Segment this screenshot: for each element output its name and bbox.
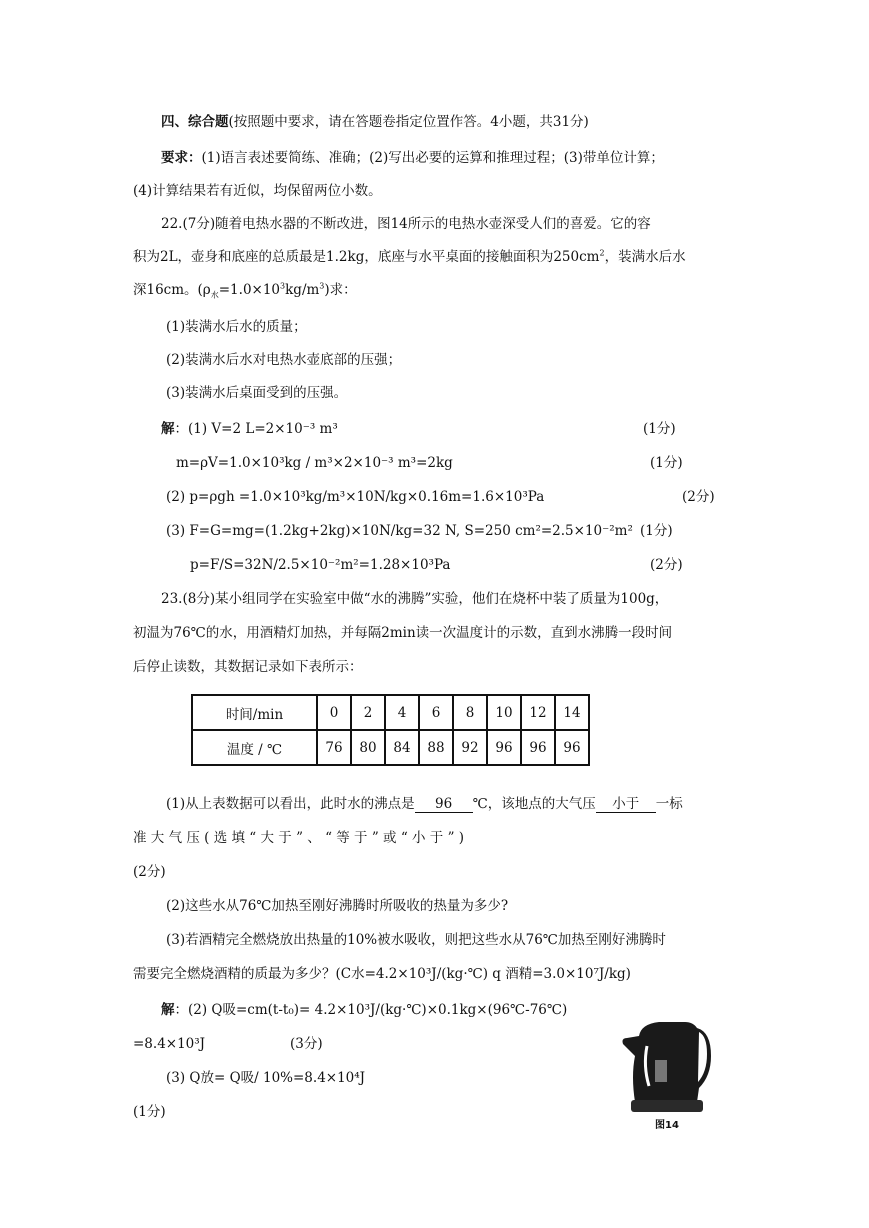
table-cell: 4 <box>385 695 419 730</box>
q22-line-3a: 深16cm。(ρ <box>133 282 211 298</box>
table-cell: 10 <box>487 695 521 730</box>
q23-part-1-line-2: 准 大 气 压 ( 选 填 “ 大 于 ” 、 “ 等 于 ” 或 “ 小 于 ” ) <box>133 830 465 846</box>
q22-solution-2-points: (1分) <box>650 455 683 471</box>
section-heading-line <box>161 113 589 131</box>
q22-line-3-sup2: 3 <box>319 281 325 291</box>
q23-line-2: 初温为76℃的水，用酒精灯加热，并每隔2min读一次温度计的示数，直到水沸腾一段时间 <box>133 625 673 641</box>
requirements-line-2: (4)计算结果若有近似，均保留两位小数。 <box>133 183 382 199</box>
q23-part-2: (2)这些水从76℃加热至刚好沸腾时所吸收的热量为多少? <box>166 898 509 914</box>
q22-solution-label: 解 <box>161 421 175 437</box>
table-cell: 14 <box>555 695 589 730</box>
q23-solution-2b: =8.4×10³J <box>133 1036 206 1052</box>
table-cell: 96 <box>487 730 521 765</box>
q22-sub-1: (1)装满水后水的质量； <box>166 319 307 335</box>
q23-part-1-c: 一标 <box>655 796 683 812</box>
table-row <box>192 730 589 765</box>
table-cell: 92 <box>453 730 487 765</box>
q22-line-3 <box>133 281 357 299</box>
temperature-table <box>191 694 590 766</box>
q22-sub-3: (3)装满水后桌面受到的压强。 <box>166 385 348 401</box>
q22-line-3c: kg/m <box>285 282 320 298</box>
q22-sub-2: (2)装满水后水对电热水壶底部的压强； <box>166 352 402 368</box>
requirements-label: 要求： <box>161 150 202 166</box>
table-cell: 88 <box>419 730 453 765</box>
pressure-answer: 小于 <box>596 796 656 813</box>
q23-part-1-b: ℃，该地点的大气压 <box>472 796 596 812</box>
q23-solution-label: 解 <box>161 1002 175 1018</box>
table-cell: 0 <box>317 695 351 730</box>
table-cell: 8 <box>453 695 487 730</box>
figure-caption: 图14 <box>655 1120 679 1131</box>
q23-solution-2 <box>161 1001 567 1019</box>
table-cell: 80 <box>351 730 385 765</box>
table-cell: 2 <box>351 695 385 730</box>
q22-line-2 <box>133 248 686 266</box>
section-heading-note: (按照题中要求，请在答题卷指定位置作答。4小题，共31分) <box>228 114 589 130</box>
table-cell: 96 <box>555 730 589 765</box>
electric-kettle-figure <box>619 1016 714 1114</box>
q22-solution-1-text: ：(1) V=2 L=2×10⁻³ m³ <box>174 421 338 437</box>
table-cell: 76 <box>317 730 351 765</box>
q23-solution-3-points: (1分) <box>133 1104 166 1120</box>
q23-line-1: 23.(8分)某小组同学在实验室中做“水的沸腾”实验，他们在烧杯中装了质量为100g， <box>161 591 669 607</box>
q23-solution-3: (3) Q放= Q吸/ 10%=8.4×10⁴J <box>166 1070 366 1086</box>
q22-line-3d: )求： <box>324 282 357 298</box>
q23-solution-2-points: (3分) <box>290 1036 323 1052</box>
q22-line-3-sup: 3 <box>280 281 286 291</box>
q22-solution-3: (2) p=ρgh =1.0×10³kg/m³×10N/kg×0.16m=1.6×10³Pa <box>166 489 545 505</box>
table-header-temperature: 温度 / ℃ <box>192 730 317 765</box>
q22-solution-1 <box>161 420 338 438</box>
q22-line-2b: ，装满水后水 <box>604 249 686 265</box>
q22-solution-1-points: (1分) <box>643 421 676 437</box>
q22-solution-4: (3) F=G=mg=(1.2kg+2kg)×10N/kg=32 N, S=250 cm²=2.5×10⁻²m² <box>166 523 633 539</box>
q22-solution-5: p=F/S=32N/2.5×10⁻²m²=1.28×10³Pa <box>190 557 451 573</box>
boiling-point-answer: 96 <box>415 796 473 813</box>
q22-line-2-sup: 2 <box>599 248 605 258</box>
q23-part-1-points: (2分) <box>133 864 166 880</box>
table-cell: 96 <box>521 730 555 765</box>
table-cell: 12 <box>521 695 555 730</box>
q22-solution-5-points: (2分) <box>650 557 683 573</box>
q23-part-1 <box>166 795 683 813</box>
q23-solution-2-text: ：(2) Q吸=cm(t-t₀)= 4.2×10³J/(kg·℃)×0.1kg×(96℃-76℃) <box>174 1002 568 1018</box>
q22-line-3b: =1.0×10 <box>218 282 281 298</box>
table-cell: 84 <box>385 730 419 765</box>
requirements-text: (1)语言表述要简练、准确；(2)写出必要的运算和推理过程；(3)带单位计算； <box>201 150 664 166</box>
table-header-time: 时间/min <box>192 695 317 730</box>
q23-part-3-line-2: 需要完全燃烧酒精的质最为多少？(C水=4.2×10³J/(kg·℃) q 酒精=3.0×10⁷J/kg) <box>133 966 631 982</box>
q22-solution-3-points: (2分) <box>682 489 715 505</box>
requirements-line <box>161 149 664 167</box>
table-cell: 6 <box>419 695 453 730</box>
section-heading: 四、综合题 <box>161 114 229 130</box>
q23-line-3: 后停止读数，其数据记录如下表所示： <box>133 659 363 675</box>
q22-solution-4-points: (1分) <box>640 523 673 539</box>
q22-line-1: 22.(7分)随着电热水器的不断改进，图14所示的电热水壶深受人们的喜爱。它的容 <box>161 216 651 232</box>
q22-line-2a: 积为2L，壶身和底座的总质最是1.2kg，底座与水平桌面的接触面积为250cm <box>133 249 600 265</box>
q22-line-3-sub: 水 <box>210 290 219 300</box>
q22-solution-2: m=ρV=1.0×10³kg / m³×2×10⁻³ m³=2kg <box>176 455 453 471</box>
table-row <box>192 695 589 730</box>
q23-part-1-a: (1)从上表数据可以看出，此时水的沸点是 <box>166 796 415 812</box>
q23-part-3: (3)若酒精完全燃烧放出热量的10%被水吸收，则把这些水从76℃加热至刚好沸腾时 <box>166 932 666 948</box>
